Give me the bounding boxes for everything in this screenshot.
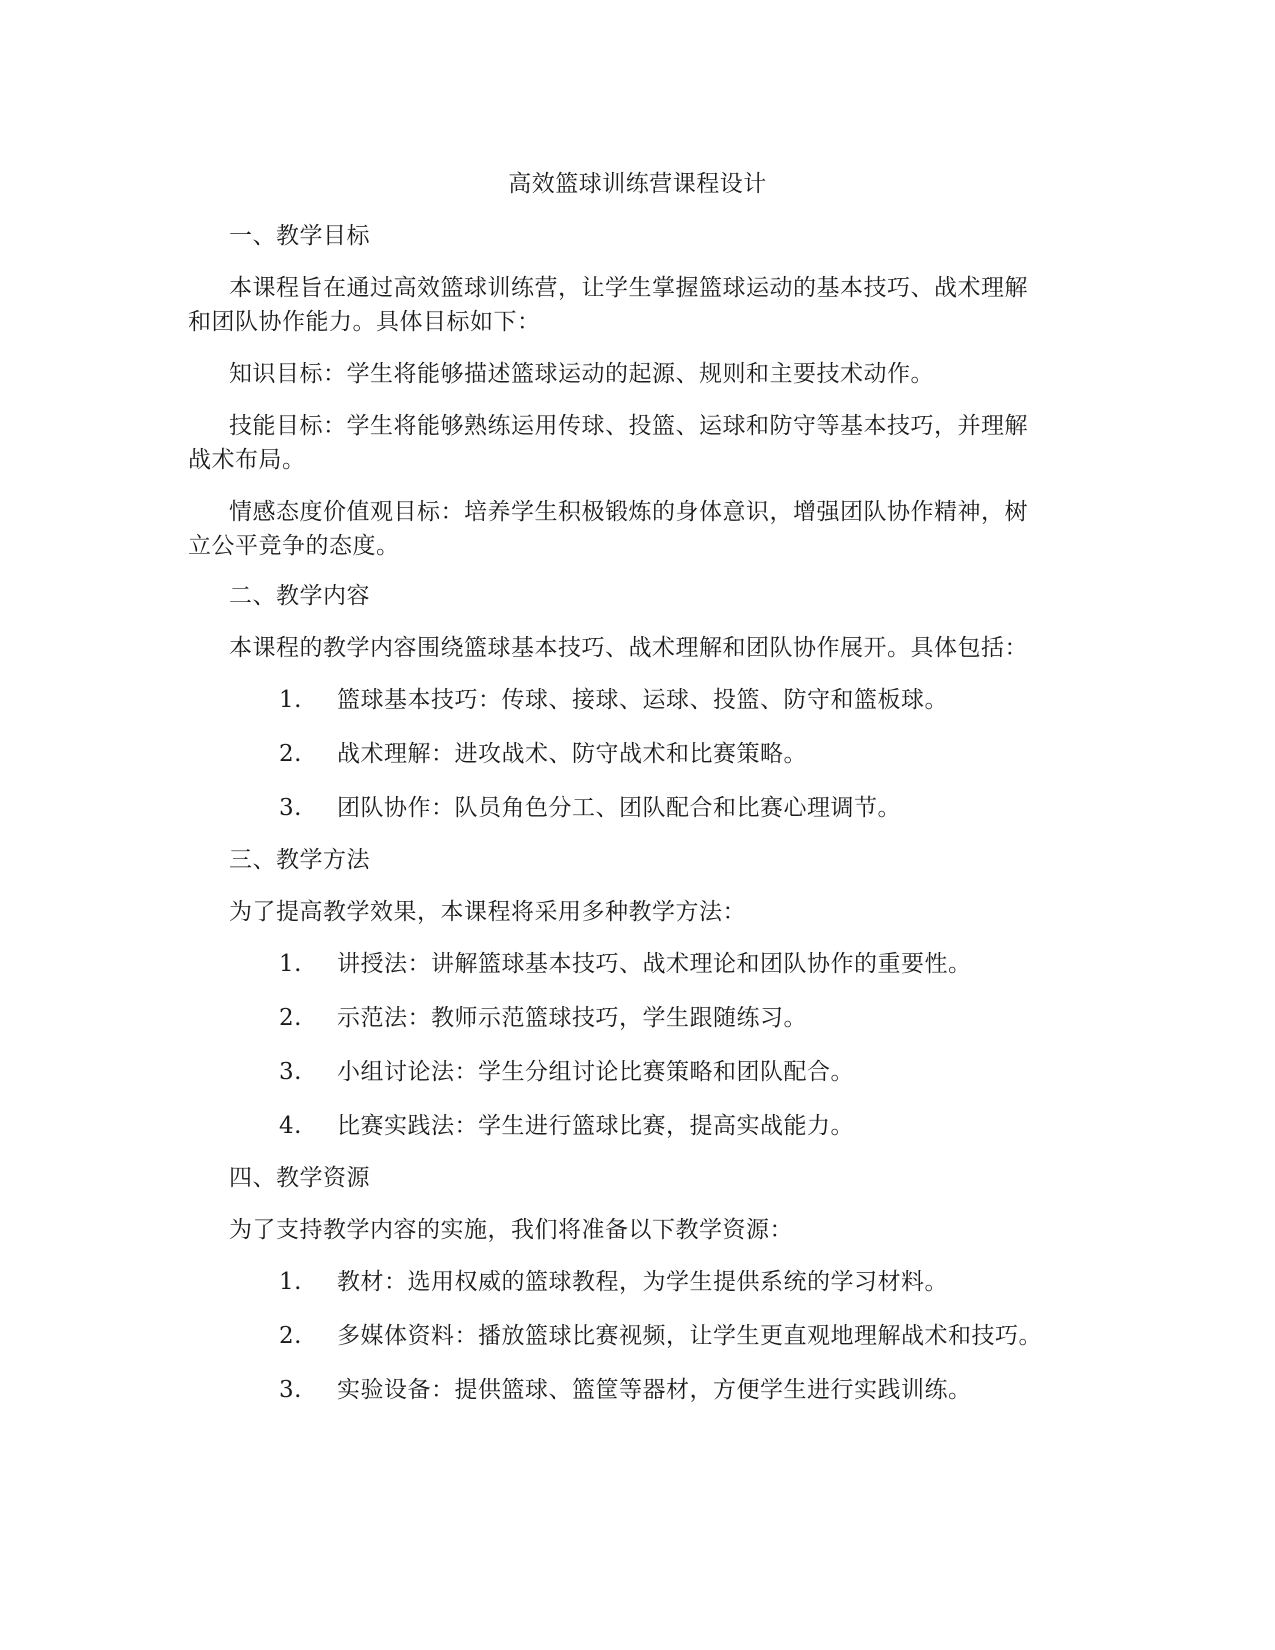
section-heading-resources: 四、教学资源 [229,1165,370,1191]
list-item-number: 1. [279,687,302,713]
list-item-number: 1. [279,951,302,977]
goals-skill-line1: 技能目标：学生将能够熟练运用传球、投篮、运球和防守等基本技巧，并理解 [229,413,1028,439]
list-item-text: 示范法：教师示范篮球技巧，学生跟随练习。 [337,1005,807,1031]
goals-intro-line1: 本课程旨在通过高效篮球训练营，让学生掌握篮球运动的基本技巧、战术理解 [229,275,1028,301]
list-item-text: 多媒体资料：播放篮球比赛视频，让学生更直观地理解战术和技巧。 [337,1323,1042,1349]
list-item-number: 2. [279,741,302,767]
list-item-number: 1. [279,1269,302,1295]
resources-intro: 为了支持教学内容的实施，我们将准备以下教学资源： [229,1217,793,1243]
list-item-number: 4. [279,1113,302,1139]
list-item-text: 战术理解：进攻战术、防守战术和比赛策略。 [337,741,807,767]
list-item-text: 比赛实践法：学生进行篮球比赛，提高实战能力。 [337,1113,854,1139]
list-item-number: 2. [279,1323,302,1349]
section-heading-methods: 三、教学方法 [229,847,370,873]
list-item-text: 教材：选用权威的篮球教程，为学生提供系统的学习材料。 [337,1269,948,1295]
goals-attitude-line1: 情感态度价值观目标：培养学生积极锻炼的身体意识，增强团队协作精神，树 [229,499,1028,525]
goals-skill-line2: 战术布局。 [188,447,306,473]
goals-knowledge: 知识目标：学生将能够描述篮球运动的起源、规则和主要技术动作。 [229,361,934,387]
list-item-text: 讲授法：讲解篮球基本技巧、战术理论和团队协作的重要性。 [337,951,972,977]
section-heading-goals: 一、教学目标 [229,223,370,249]
list-item-text: 团队协作：队员角色分工、团队配合和比赛心理调节。 [337,795,901,821]
goals-intro-line2: 和团队协作能力。具体目标如下： [188,309,541,335]
document-title: 高效篮球训练营课程设计 [508,171,767,197]
list-item-text: 实验设备：提供篮球、篮筐等器材，方便学生进行实践训练。 [337,1377,972,1403]
section-heading-content: 二、教学内容 [229,583,370,609]
list-item-number: 3. [279,1377,302,1403]
goals-attitude-line2: 立公平竞争的态度。 [188,533,400,559]
list-item-number: 2. [279,1005,302,1031]
list-item-number: 3. [279,1059,302,1085]
list-item-text: 篮球基本技巧：传球、接球、运球、投篮、防守和篮板球。 [337,687,948,713]
list-item-number: 3. [279,795,302,821]
methods-intro: 为了提高教学效果，本课程将采用多种教学方法： [229,899,746,925]
list-item-text: 小组讨论法：学生分组讨论比赛策略和团队配合。 [337,1059,854,1085]
content-intro: 本课程的教学内容围绕篮球基本技巧、战术理解和团队协作展开。具体包括： [229,635,1028,661]
